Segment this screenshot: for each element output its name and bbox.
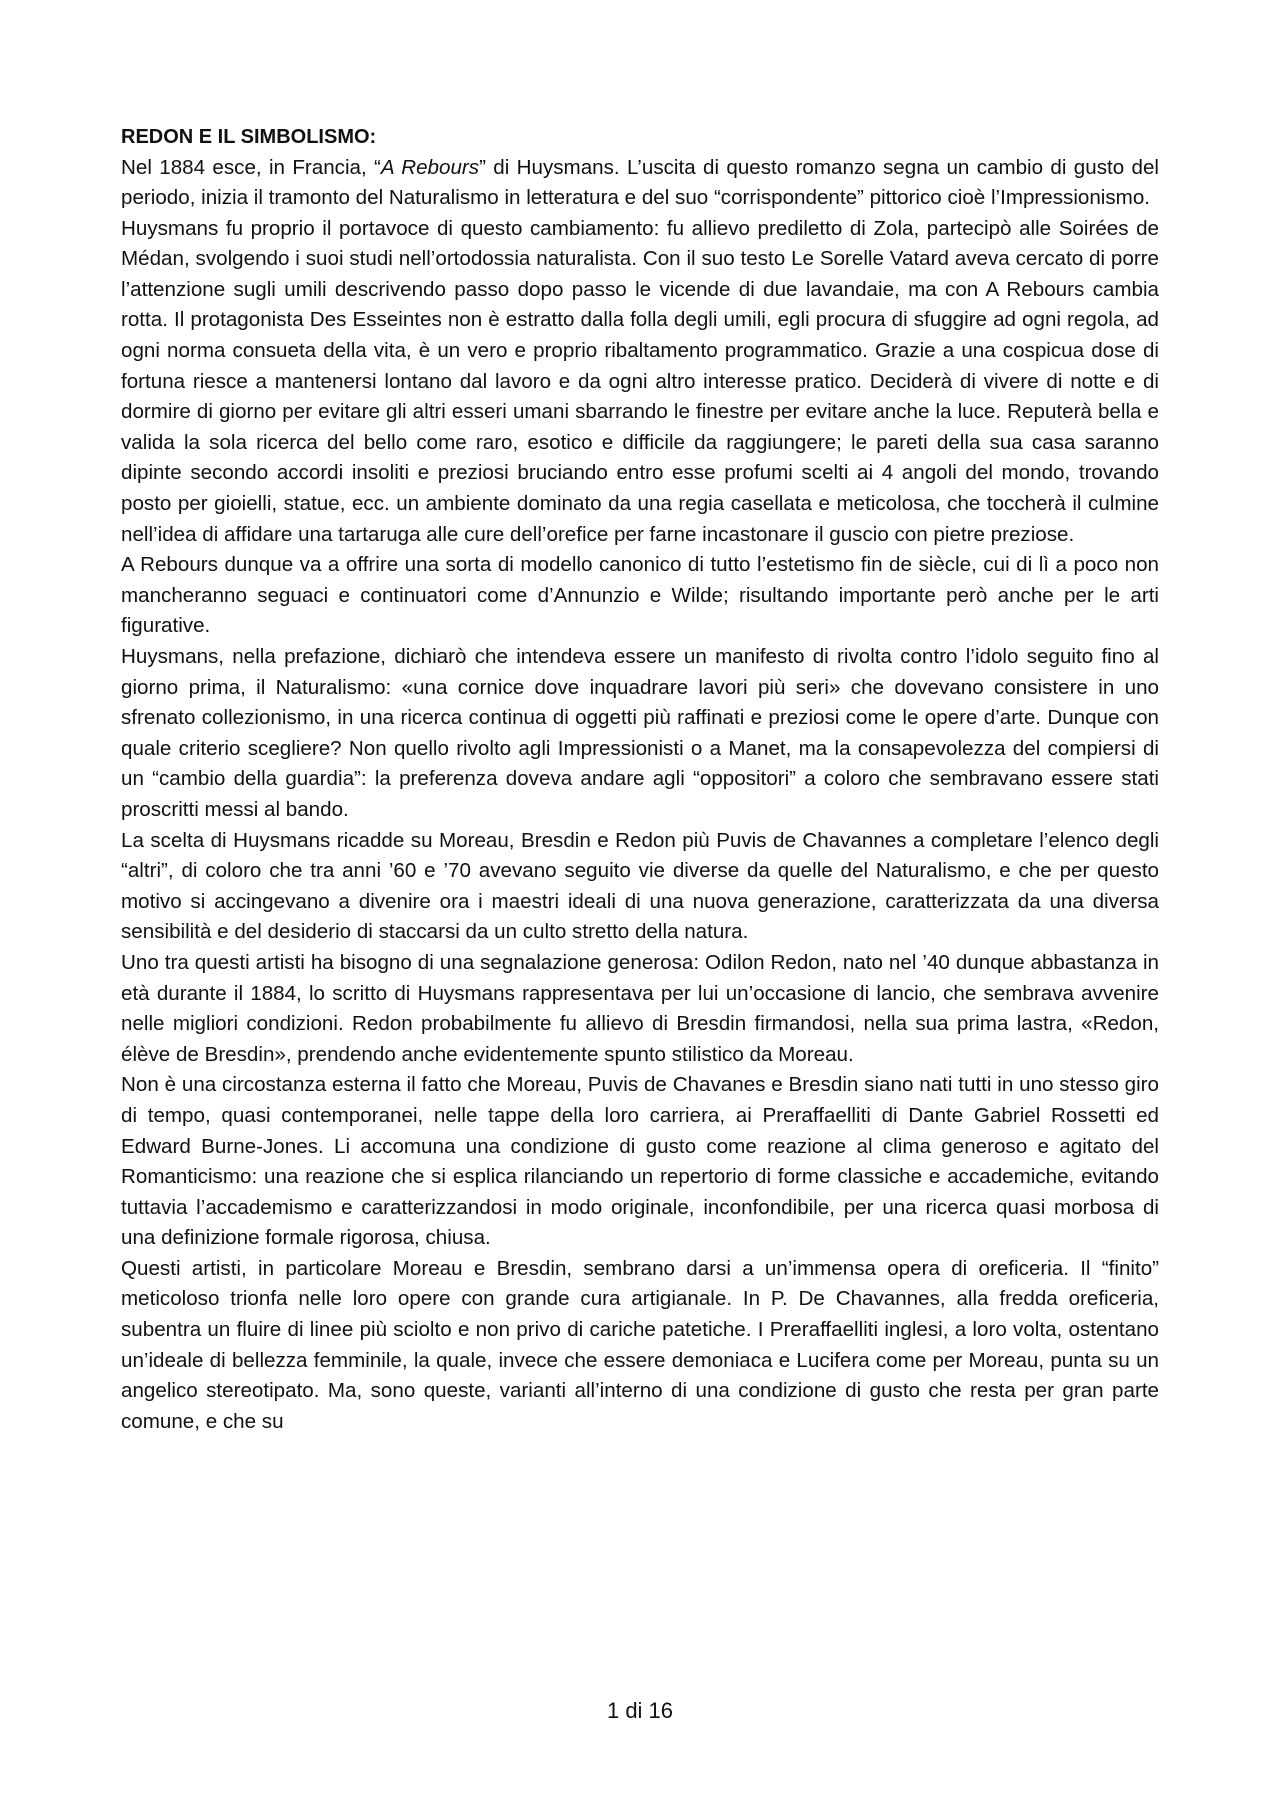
- page-number: 1 di 16: [606, 1698, 674, 1723]
- intro-text-start: Nel 1884 esce, in Francia, “: [121, 155, 381, 179]
- paragraph: La scelta di Huysmans ricadde su Moreau, Bresdin e Redon più Puvis de Chavannes a completare l’elenco degli “altri”, di coloro che tra anni ’60 e ’70 avevano seguito vie diverse da quelle del Naturalismo, e che per questo motivo si accingevano a divenire ora i maestri ideali di una nuova generazione, caratterizzata da una diversa sensibilità e del desiderio di staccarsi da un culto stretto della natura.: [121, 828, 1159, 944]
- paragraph: Huysmans, nella prefazione, dichiarò che intendeva essere un manifesto di rivolta contro l’idolo seguito fino al giorno prima, il Naturalismo: «una cornice dove inquadrare lavori più seri» che dovevano consistere in uno sfrenato collezionismo, in una ricerca continua di oggetti più raffinati e preziosi come le opere d’arte. Dunque con quale criterio scegliere? Non quello rivolto agli Impressionisti o a Manet, ma la consapevolezza del compiersi di un “cambio della guardia”: la preferenza doveva andare agli “oppositori” a coloro che sembravano essere stati proscritti messi al bando.: [121, 645, 1159, 821]
- paragraph: Huysmans fu proprio il portavoce di questo cambiamento: fu allievo prediletto di Zola, partecipò alle Soirées de Médan, svolgendo i suoi studi nell’ortodossia naturalista. Con il suo testo Le Sorelle Vatard aveva cercato di porre l’attenzione sugli umili descrivendo passo dopo passo le vicende di due lavandaie, ma con A Rebours cambia rotta. Il protagonista Des Esseintes non è estratto dalla folla degli umili, egli procura di sfuggire ad ogni regola, ad ogni norma consueta della vita, è un vero e proprio ribaltamento programmatico. Grazie a una cospicua dose di fortuna riesce a mantenersi lontano dal lavoro e da ogni altro interesse pratico. Deciderà di vivere di notte e di dormire di giorno per evitare gli altri esseri umani sbarrando le finestre per evitare anche la luce. Reputerà bella e valida la sola ricerca del bello come raro, esotico e difficile da raggiungere; le pareti della sua casa saranno dipinte secondo accordi insoliti e preziosi bruciando entro esse profumi scelti ai 4 angoli del mondo, trovando posto per gioielli, statue, ecc. un ambiente dominato da una regia casellata e meticolosa, che toccherà il culmine nell’idea di affidare una tartaruga alle cure dell’orefice per farne incastonare il guscio con pietre preziose.: [121, 216, 1159, 546]
- book-title-italic: A Rebours: [380, 155, 480, 179]
- paragraph: Non è una circostanza esterna il fatto che Moreau, Puvis de Chavanes e Bresdin siano nati tutti in uno stesso giro di tempo, quasi contemporanei, nelle tappe della loro carriera, ai Preraffaelliti di Dante Gabriel Rossetti ed Edward Burne-Jones. Li accomuna una condizione di gusto come reazione al clima generoso e agitato del Romanticismo: una reazione che si esplica rilanciando un repertorio di forme classiche e accademiche, evitando tuttavia l’accademismo e caratterizzandosi in modo originale, inconfondibile, per una ricerca quasi morbosa di una definizione formale rigorosa, chiusa.: [121, 1073, 1159, 1250]
- document-body: [121, 122, 1159, 1437]
- paragraph: Questi artisti, in particolare Moreau e Bresdin, sembrano darsi a un’immensa opera di oreficeria. Il “finito” meticoloso trionfa nelle loro opere con grande cura artigianale. In P. De Chavannes, alla fredda oreficeria, subentra un fluire di linee più sciolto e non privo di cariche patetiche. I Preraffaelliti inglesi, a loro volta, ostentano un’ideale di bellezza femminile, la quale, invece che essere demoniaca e Lucifera come per Moreau, punta su un angelico stereotipato. Ma, sono queste, varianti all’interno di una condizione di gusto che resta per gran parte comune, e che su: [121, 1256, 1159, 1433]
- paragraph: Uno tra questi artisti ha bisogno di una segnalazione generosa: Odilon Redon, nato nel ’40 dunque abbastanza in età durante il 1884, lo scritto di Huysmans rappresentava per lui un’occasione di lancio, che sembrava avvenire nelle migliori condizioni. Redon probabilmente fu allievo di Bresdin firmandosi, nella sua prima lastra, «Redon, élève de Bresdin», prendendo anche evidentemente spunto stilistico da Moreau.: [121, 950, 1159, 1066]
- intro-text-end: ” di Huysmans. L’uscita di questo romanzo segna un cambio di gusto del periodo, inizia il tramonto del Naturalismo in letteratura e del suo “corrispondente” pittorico cioè l’Impressionismo.: [121, 155, 1159, 210]
- paragraph: A Rebours dunque va a offrire una sorta di modello canonico di tutto l’estetismo fin de siècle, cui di lì a poco non mancheranno seguaci e continuatori come d’Annunzio e Wilde; risultando importante però anche per le arti figurative.: [121, 553, 1159, 638]
- section-heading: REDON E IL SIMBOLISMO:: [121, 126, 377, 148]
- paragraph-intro: [121, 153, 1159, 214]
